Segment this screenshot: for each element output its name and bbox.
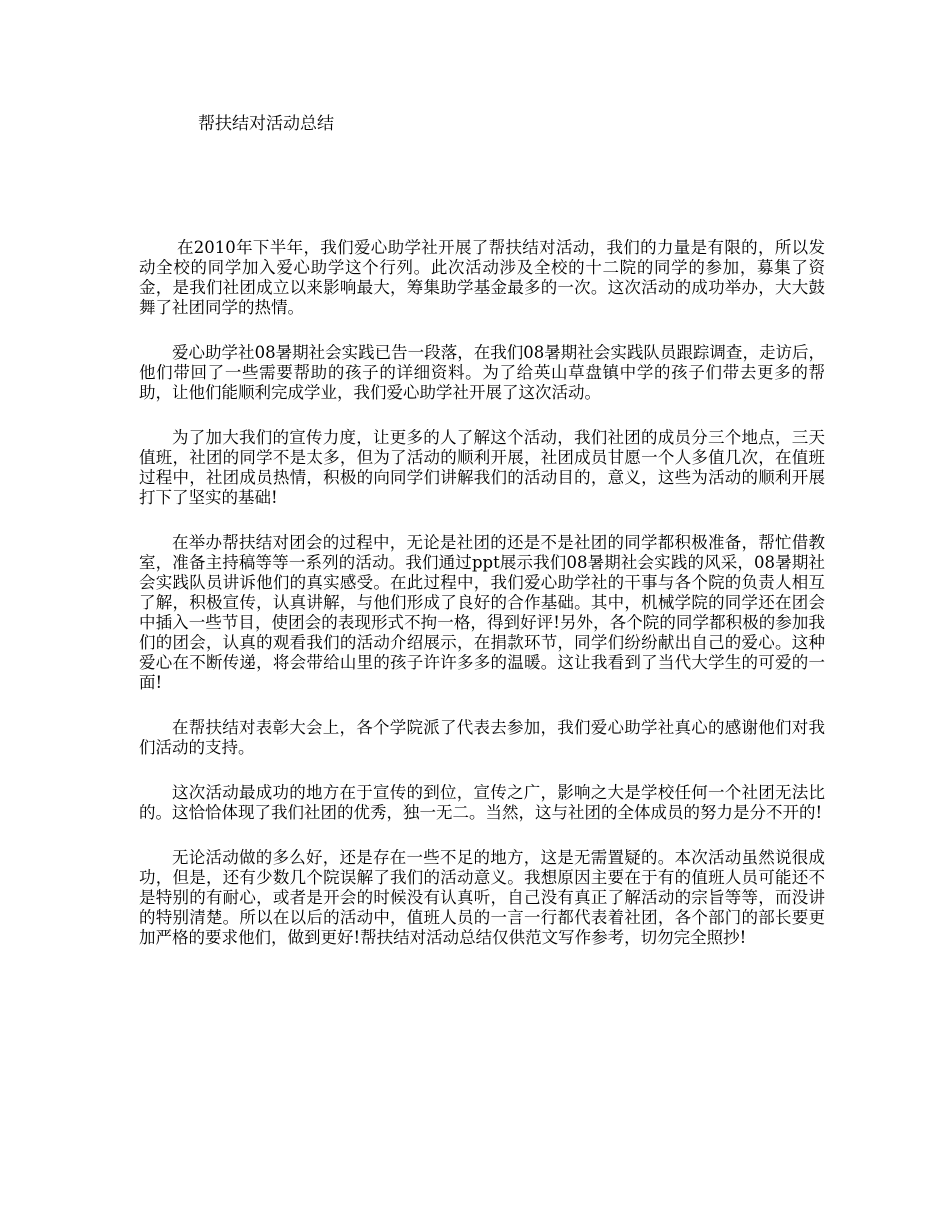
paragraph-2: 爱心助学社08暑期社会实践已告一段落，在我们08暑期社会实践队员跟踪调查，走访后，他们带回了一些需要帮助的孩子的详细资料。为了给英山草盘镇中学的孩子们带去更多的帮助，让他们能顺利完成学业，我们爱心助学社开展了这次活动。 — [139, 343, 825, 402]
paragraph-3: 为了加大我们的宣传力度，让更多的人了解这个活动，我们社团的成员分三个地点，三天值班，社团的同学不是太多，但为了活动的顺利开展，社团成员甘愿一个人多值几次，在值班过程中，社团成员热情，积极的向同学们讲解我们的活动目的，意义，这些为活动的顺利开展打下了坚实的基础! — [139, 428, 825, 507]
document-body — [139, 238, 825, 973]
document-title: 帮扶结对活动总结 — [198, 114, 334, 134]
paragraph-1: 在2010年下半年，我们爱心助学社开展了帮扶结对活动，我们的力量是有限的，所以发动全校的同学加入爱心助学这个行列。此次活动涉及全校的十二院的同学的参加，募集了资金，是我们社团成立以来影响最大，筹集助学基金最多的一次。这次活动的成功举办，大大鼓舞了社团同学的热情。 — [139, 238, 825, 317]
paragraph-4: 在举办帮扶结对团会的过程中，无论是社团的还是不是社团的同学都积极准备，帮忙借教室，准备主持稿等等一系列的活动。我们通过ppt展示我们08暑期社会实践的风采，08暑期社会实践队员讲诉他们的真实感受。在此过程中，我们爱心助学社的干事与各个院的负责人相互了解，积极宣传，认真讲解，与他们形成了良好的合作基础。其中，机械学院的同学还在团会中插入一些节目，使团会的表现形式不拘一格，得到好评!另外，各个院的同学都积极的参加我们的团会，认真的观看我们的活动介绍展示，在捐款环节，同学们纷纷献出自己的爱心。这种爱心在不断传递，将会带给山里的孩子许许多多的温暖。这让我看到了当代大学生的可爱的一面! — [139, 533, 825, 692]
paragraph-5: 在帮扶结对表彰大会上，各个学院派了代表去参加，我们爱心助学社真心的感谢他们对我们活动的支持。 — [139, 718, 825, 757]
paragraph-6: 这次活动最成功的地方在于宣传的到位，宣传之广，影响之大是学校任何一个社团无法比的。这恰恰体现了我们社团的优秀，独一无二。当然，这与社团的全体成员的努力是分不开的! — [139, 783, 825, 822]
paragraph-7: 无论活动做的多么好，还是存在一些不足的地方，这是无需置疑的。本次活动虽然说很成功，但是，还有少数几个院误解了我们的活动意义。我想原因主要在于有的值班人员可能还不是特别的有耐心，或者是开会的时候没有认真听，自己没有真正了解活动的宗旨等等，而没讲的特别清楚。所以在以后的活动中，值班人员的一言一行都代表着社团，各个部门的部长要更加严格的要求他们，做到更好!帮扶结对活动总结仅供范文写作参考，切勿完全照抄! — [139, 848, 825, 947]
